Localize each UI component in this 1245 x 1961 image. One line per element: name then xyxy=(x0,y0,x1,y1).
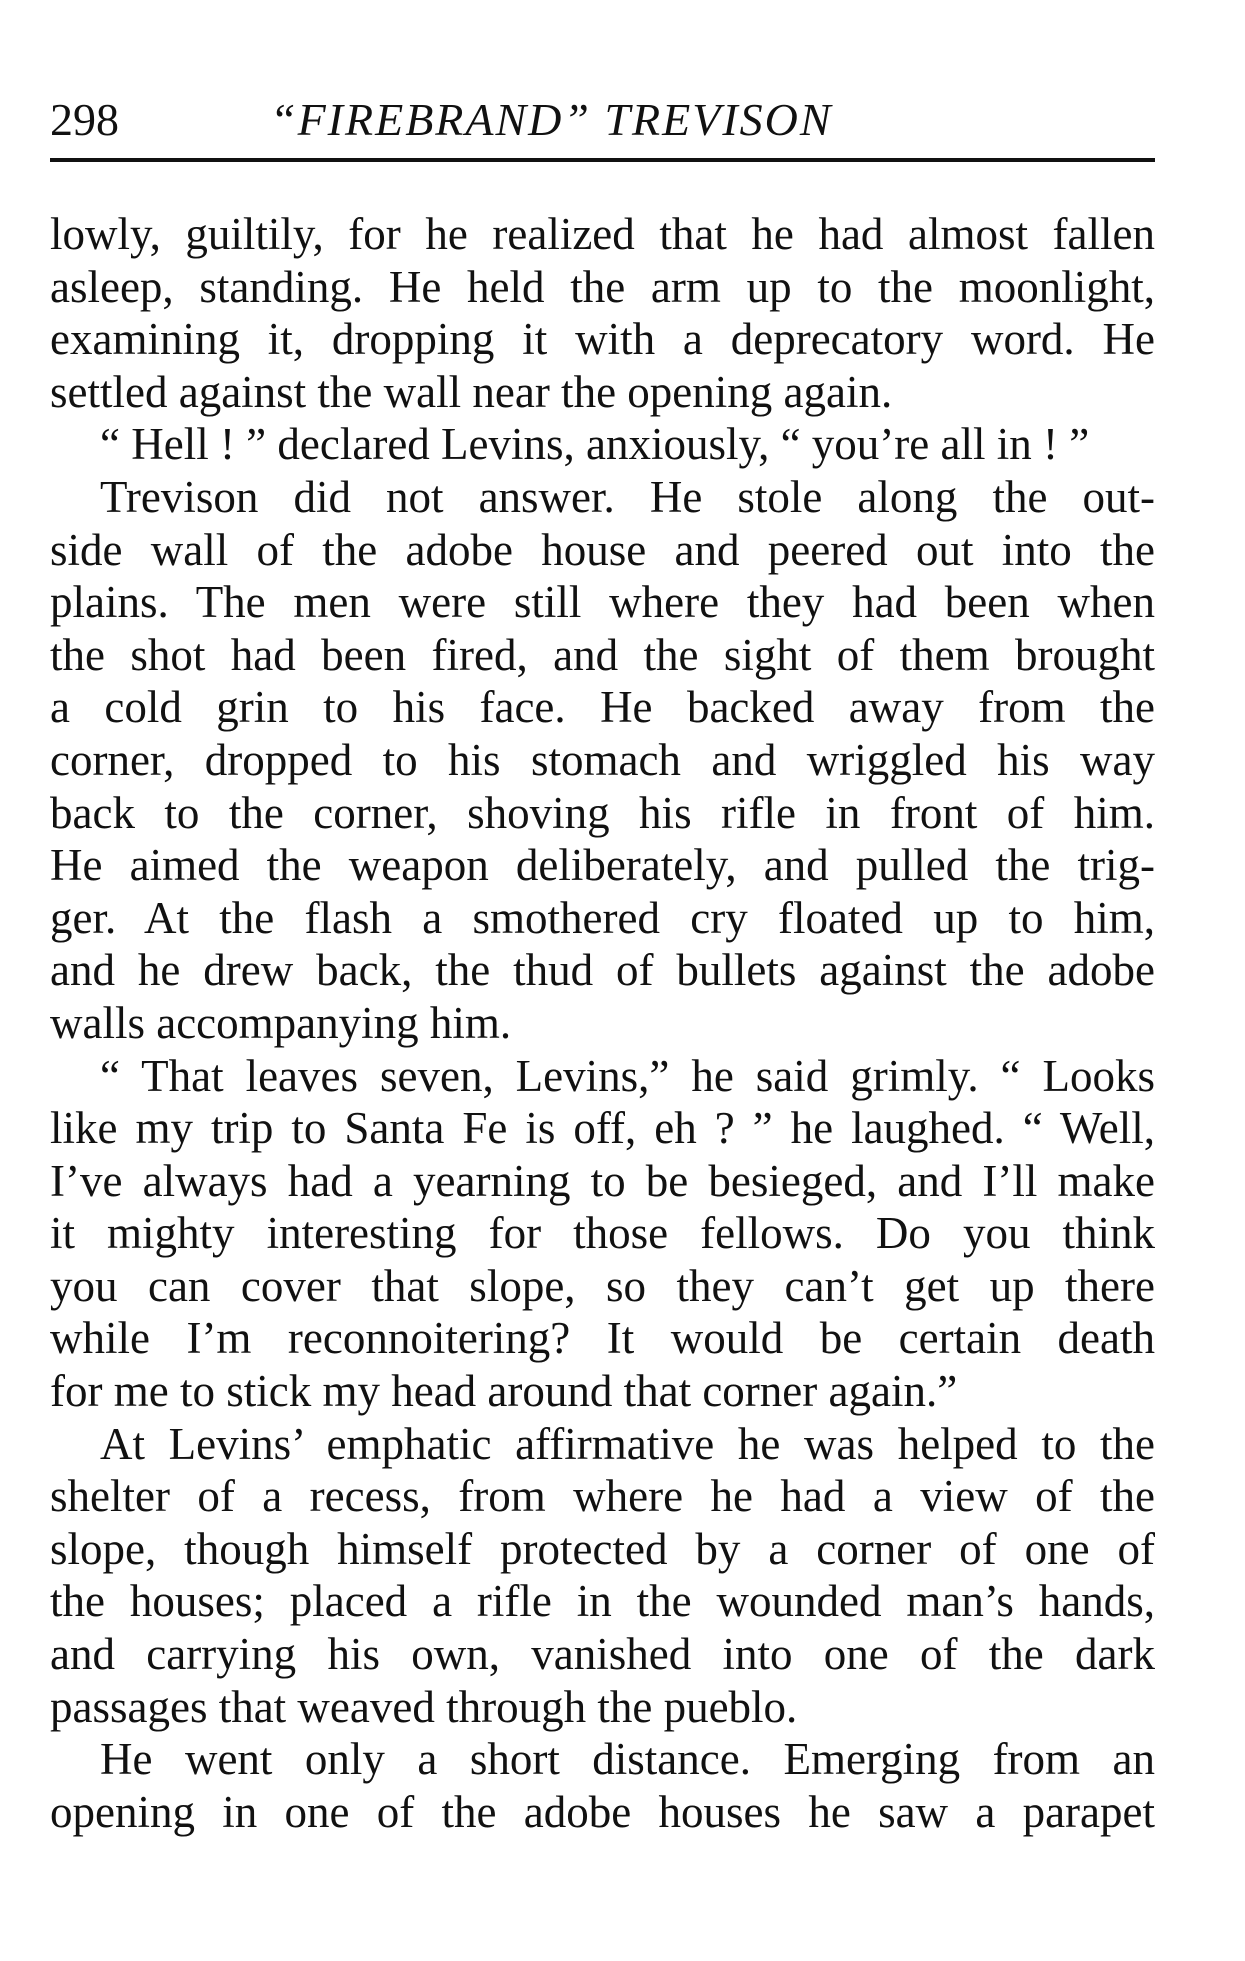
text-line: and carrying his own, vanished into one of the dark xyxy=(50,1629,1155,1680)
book-page xyxy=(50,90,1155,1838)
text-line: while I’m reconnoitering? It would be certain death xyxy=(50,1313,1155,1364)
page-number: 298 xyxy=(50,94,119,145)
running-title: “FIREBRAND” TREVISON xyxy=(270,94,833,145)
text-line: lowly, guiltily, for he realized that he had almost fallen xyxy=(50,209,1155,259)
text-line: shelter of a recess, from where he had a view of the xyxy=(50,1471,1155,1522)
text-line: a cold grin to his face. He backed away from the xyxy=(50,682,1155,733)
text-line: He went only a short distance. Emerging from an xyxy=(100,1734,1155,1785)
text-line: examining it, dropping it with a deprecatory word. He xyxy=(50,314,1155,365)
text-line: and he drew back, the thud of bullets against the adobe xyxy=(50,945,1155,996)
text-line: back to the corner, shoving his rifle in front of him. xyxy=(50,787,1155,838)
text-line: walls accompanying him. xyxy=(50,997,512,1048)
text-line: it mighty interesting for those fellows. Do you think xyxy=(50,1208,1155,1259)
text-line: like my trip to Santa Fe is off, eh ? ” he laughed. “ Well, xyxy=(50,1103,1155,1154)
text-line: the houses; placed a rifle in the wounded man’s hands, xyxy=(50,1576,1155,1627)
text-line: corner, dropped to his stomach and wriggled his way xyxy=(50,734,1155,785)
text-line: slope, though himself protected by a corner of one of xyxy=(50,1523,1155,1574)
text-line: for me to stick my head around that corner again.” xyxy=(50,1366,958,1417)
header-rule xyxy=(50,158,1155,162)
text-line: settled against the wall near the opening again. xyxy=(50,366,893,417)
text-line: you can cover that slope, so they can’t get up there xyxy=(50,1260,1155,1311)
text-line: Trevison did not answer. He stole along the out- xyxy=(100,471,1155,522)
text-line: asleep, standing. He held the arm up to the moonlight, xyxy=(50,261,1155,312)
text-line: ger. At the flash a smothered cry floated up to him, xyxy=(50,892,1155,943)
text-line: I’ve always had a yearning to be besieged, and I’ll make xyxy=(50,1155,1155,1206)
text-line: plains. The men were still where they had been when xyxy=(50,577,1155,628)
text-line: opening in one of the adobe houses he saw a parapet xyxy=(50,1786,1155,1837)
page-header xyxy=(50,90,1155,150)
text-line: “ That leaves seven, Levins,” he said grimly. “ Looks xyxy=(100,1050,1155,1101)
text-line: At Levins’ emphatic affirmative he was helped to the xyxy=(100,1418,1155,1469)
text-line: He aimed the weapon deliberately, and pulled the trig- xyxy=(50,840,1155,891)
text-line: “ Hell ! ” declared Levins, anxiously, “ you’re all in ! ” xyxy=(100,419,1090,470)
text-line: the shot had been fired, and the sight of them brought xyxy=(50,629,1155,680)
body-text xyxy=(50,208,1155,1838)
text-line: side wall of the adobe house and peered out into the xyxy=(50,524,1155,575)
text-line: passages that weaved through the pueblo. xyxy=(50,1681,798,1732)
